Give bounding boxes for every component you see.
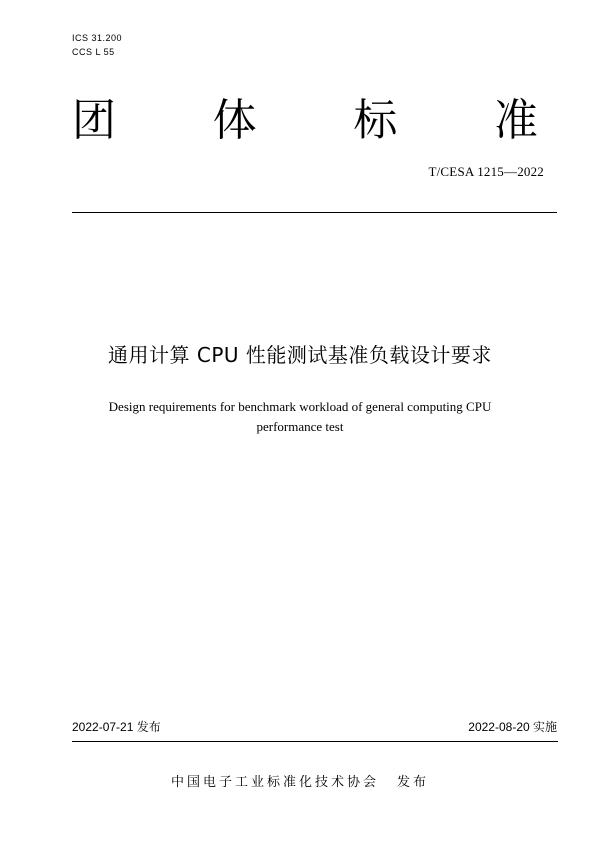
document-type-char: 体	[212, 95, 257, 146]
document-type-char: 标	[353, 95, 398, 146]
english-title	[90, 397, 510, 437]
bottom-divider	[72, 741, 558, 742]
chinese-title: 通用计算 CPU 性能测试基准负载设计要求	[108, 343, 492, 367]
ics-code: ICS 31.200	[72, 33, 123, 43]
implementation-date: 2022-08-20 实施	[468, 720, 557, 734]
ccs-code: CCS L 55	[72, 47, 115, 57]
top-divider	[72, 212, 557, 213]
english-title-line2: performance test	[256, 419, 344, 434]
document-type-char: 团	[72, 95, 116, 146]
standard-number: T/CESA 1215—2022	[428, 164, 544, 179]
issuer-organization: 中国电子工业标准化技术协会	[170, 775, 379, 790]
english-title-line1: Design requirements for benchmark workload of general computing CPU	[108, 399, 492, 414]
issuer-action: 发布	[397, 775, 430, 790]
issue-date: 2022-07-21 发布	[72, 720, 161, 734]
classification-codes	[72, 31, 122, 59]
document-type-char: 准	[493, 95, 538, 146]
issuer-line	[0, 773, 600, 793]
document-type-title	[72, 88, 538, 154]
